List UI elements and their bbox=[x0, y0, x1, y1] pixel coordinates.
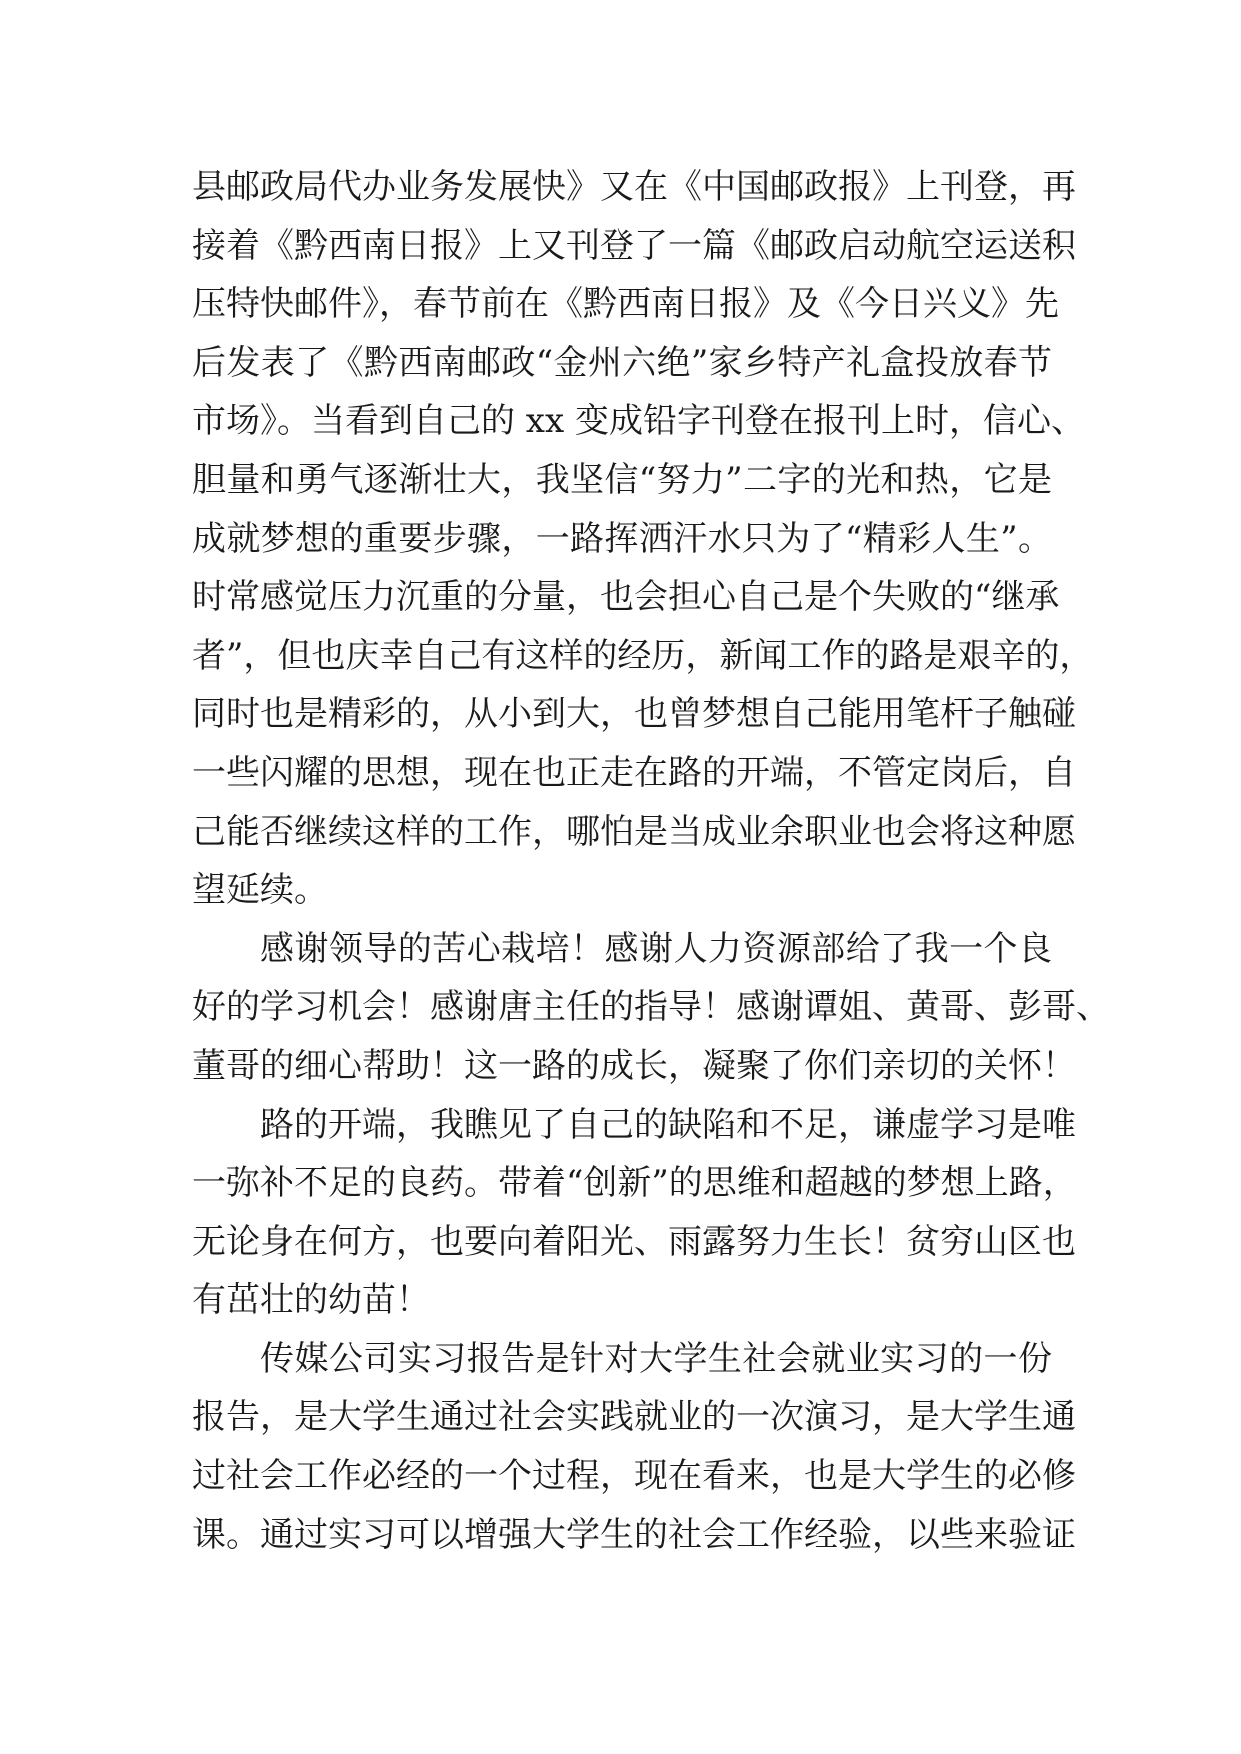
text-line: 望延续。 bbox=[192, 870, 328, 911]
text-line: 一些闪耀的思想，现在也正走在路的开端，不管定岗后，自 bbox=[192, 752, 1076, 793]
text-line: 胆量和勇气逐渐壮大，我坚信“努力”二字的光和热，它是 bbox=[192, 459, 1052, 500]
document-body bbox=[192, 158, 1110, 1564]
text-line: 后发表了《黔西南邮政“金州六绝”家乡特产礼盒投放春节 bbox=[192, 342, 1052, 383]
text-line: 感谢领导的苦心栽培！感谢人力资源部给了我一个良 bbox=[260, 928, 1052, 969]
text-line: 市场》。当看到自己的 xx 变成铅字刊登在报刊上时，信心、 bbox=[192, 401, 1085, 442]
text-line: 同时也是精彩的，从小到大，也曾梦想自己能用笔杆子触碰 bbox=[192, 694, 1076, 735]
text-line: 压特快邮件》，春节前在《黔西南日报》及《今日兴义》先 bbox=[192, 284, 1059, 325]
text-line: 课。通过实习可以增强大学生的社会工作经验，以些来验证 bbox=[192, 1514, 1076, 1555]
text-line: 者”，但也庆幸自己有这样的经历，新闻工作的路是艰辛的， bbox=[192, 635, 1094, 676]
text-line: 一弥补不足的良药。带着“创新”的思维和超越的梦想上路， bbox=[192, 1163, 1077, 1204]
text-line: 时常感觉压力沉重的分量，也会担心自己是个失败的“继承 bbox=[192, 577, 1060, 618]
text-line: 过社会工作必经的一个过程，现在看来，也是大学生的必修 bbox=[192, 1456, 1076, 1497]
text-line: 己能否继续这样的工作，哪怕是当成业余职业也会将这种愿 bbox=[192, 811, 1076, 852]
text-line: 路的开端，我瞧见了自己的缺陷和不足，谦虚学习是唯 bbox=[260, 1104, 1076, 1145]
text-line: 接着《黔西南日报》上又刊登了一篇《邮政启动航空运送积 bbox=[192, 225, 1076, 266]
text-line: 成就梦想的重要步骤，一路挥洒汗水只为了“精彩人生”。 bbox=[192, 518, 1052, 559]
text-line: 有茁壮的幼苗！ bbox=[192, 1280, 430, 1321]
text-line: 董哥的细心帮助！这一路的成长，凝聚了你们亲切的关怀！ bbox=[192, 1045, 1076, 1086]
text-line: 好的学习机会！感谢唐主任的指导！感谢谭姐、黄哥、彭哥、 bbox=[192, 987, 1110, 1028]
text-line: 县邮政局代办业务发展快》又在《中国邮政报》上刊登，再 bbox=[192, 167, 1076, 207]
text-line: 无论身在何方，也要向着阳光、雨露努力生长！贫穷山区也 bbox=[192, 1221, 1076, 1262]
text-line: 传媒公司实习报告是针对大学生社会就业实习的一份 bbox=[260, 1338, 1052, 1379]
text-line: 报告，是大学生通过社会实践就业的一次演习，是大学生通 bbox=[192, 1397, 1076, 1438]
